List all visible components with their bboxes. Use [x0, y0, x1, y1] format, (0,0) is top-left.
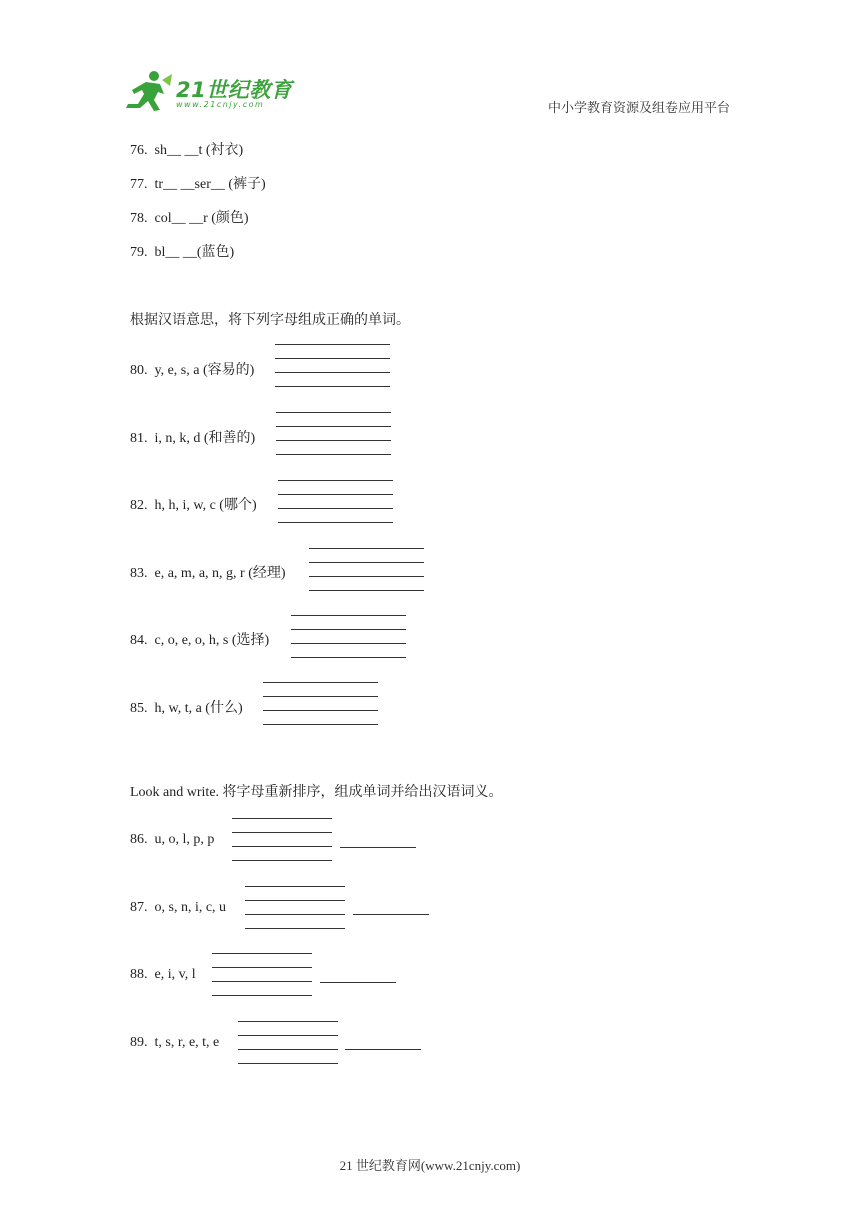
question-text: i, n, k, d (和善的)	[154, 431, 256, 446]
question-text: u, o, l, p, p	[154, 832, 215, 847]
question-number: 78.	[130, 211, 148, 226]
question-89	[130, 1035, 219, 1051]
question-77	[130, 173, 266, 193]
question-text: e, a, m, a, n, g, r (经理)	[154, 566, 286, 581]
answer-lines-89[interactable]	[238, 1021, 338, 1063]
page-footer: 21 世纪教育网(www.21cnjy.com)	[339, 1158, 521, 1173]
answer-lines-80[interactable]	[275, 344, 390, 386]
question-84	[130, 629, 269, 649]
question-text: sh__ __t (衬衣)	[154, 143, 244, 158]
question-text: c, o, e, o, h, s (选择)	[154, 633, 270, 648]
question-text: y, e, s, a (容易的)	[154, 363, 255, 378]
site-logo	[124, 70, 294, 116]
question-79	[130, 241, 234, 261]
question-text: h, h, i, w, c (哪个)	[154, 498, 257, 513]
question-text: t, s, r, e, t, e	[154, 1035, 220, 1050]
runner-logo-icon	[124, 70, 174, 114]
logo-url: www.21cnjy.com	[176, 100, 265, 109]
answer-lines-88[interactable]	[212, 953, 312, 995]
answer-lines-83[interactable]	[309, 548, 424, 590]
question-number: 83.	[130, 566, 148, 581]
question-number: 81.	[130, 431, 148, 446]
meaning-blank-89[interactable]	[345, 1049, 421, 1050]
question-82	[130, 494, 257, 514]
meaning-blank-88[interactable]	[320, 982, 396, 983]
answer-lines-84[interactable]	[291, 615, 406, 657]
logo-text: 21世纪教育	[176, 78, 293, 102]
question-number: 86.	[130, 832, 148, 847]
question-text: e, i, v, l	[154, 967, 196, 982]
answer-lines-87[interactable]	[245, 886, 345, 928]
answer-lines-82[interactable]	[278, 480, 393, 522]
answer-lines-85[interactable]	[263, 682, 378, 724]
section2-instruction: 根据汉语意思，将下列字母组成正确的单词。	[130, 313, 410, 328]
question-text: col__ __r (颜色)	[154, 211, 249, 226]
question-text: o, s, n, i, c, u	[154, 900, 227, 915]
question-number: 88.	[130, 967, 148, 982]
section3-instruction: Look and write. 将字母重新排序，组成单词并给出汉语词义。	[130, 785, 503, 800]
question-number: 79.	[130, 245, 148, 260]
question-85	[130, 697, 243, 717]
question-number: 85.	[130, 701, 148, 716]
question-number: 77.	[130, 177, 148, 192]
question-number: 82.	[130, 498, 148, 513]
question-number: 87.	[130, 900, 148, 915]
question-number: 89.	[130, 1035, 148, 1050]
question-86	[130, 832, 214, 848]
question-text: h, w, t, a (什么)	[154, 701, 243, 716]
answer-lines-86[interactable]	[232, 818, 332, 860]
meaning-blank-86[interactable]	[340, 847, 416, 848]
question-text: tr__ __ser__ (裤子)	[154, 177, 266, 192]
header-tagline: 中小学教育资源及组卷应用平台	[547, 101, 730, 116]
question-number: 84.	[130, 633, 148, 648]
question-83	[130, 562, 286, 582]
question-text: bl__ __(蓝色)	[154, 245, 235, 260]
meaning-blank-87[interactable]	[353, 914, 429, 915]
question-80	[130, 359, 254, 379]
answer-lines-81[interactable]	[276, 412, 391, 454]
question-81	[130, 427, 255, 447]
question-number: 80.	[130, 363, 148, 378]
question-88	[130, 967, 196, 983]
question-78	[130, 207, 249, 227]
question-number: 76.	[130, 143, 148, 158]
page-header	[0, 0, 860, 125]
question-76	[130, 139, 243, 159]
question-87	[130, 900, 226, 916]
